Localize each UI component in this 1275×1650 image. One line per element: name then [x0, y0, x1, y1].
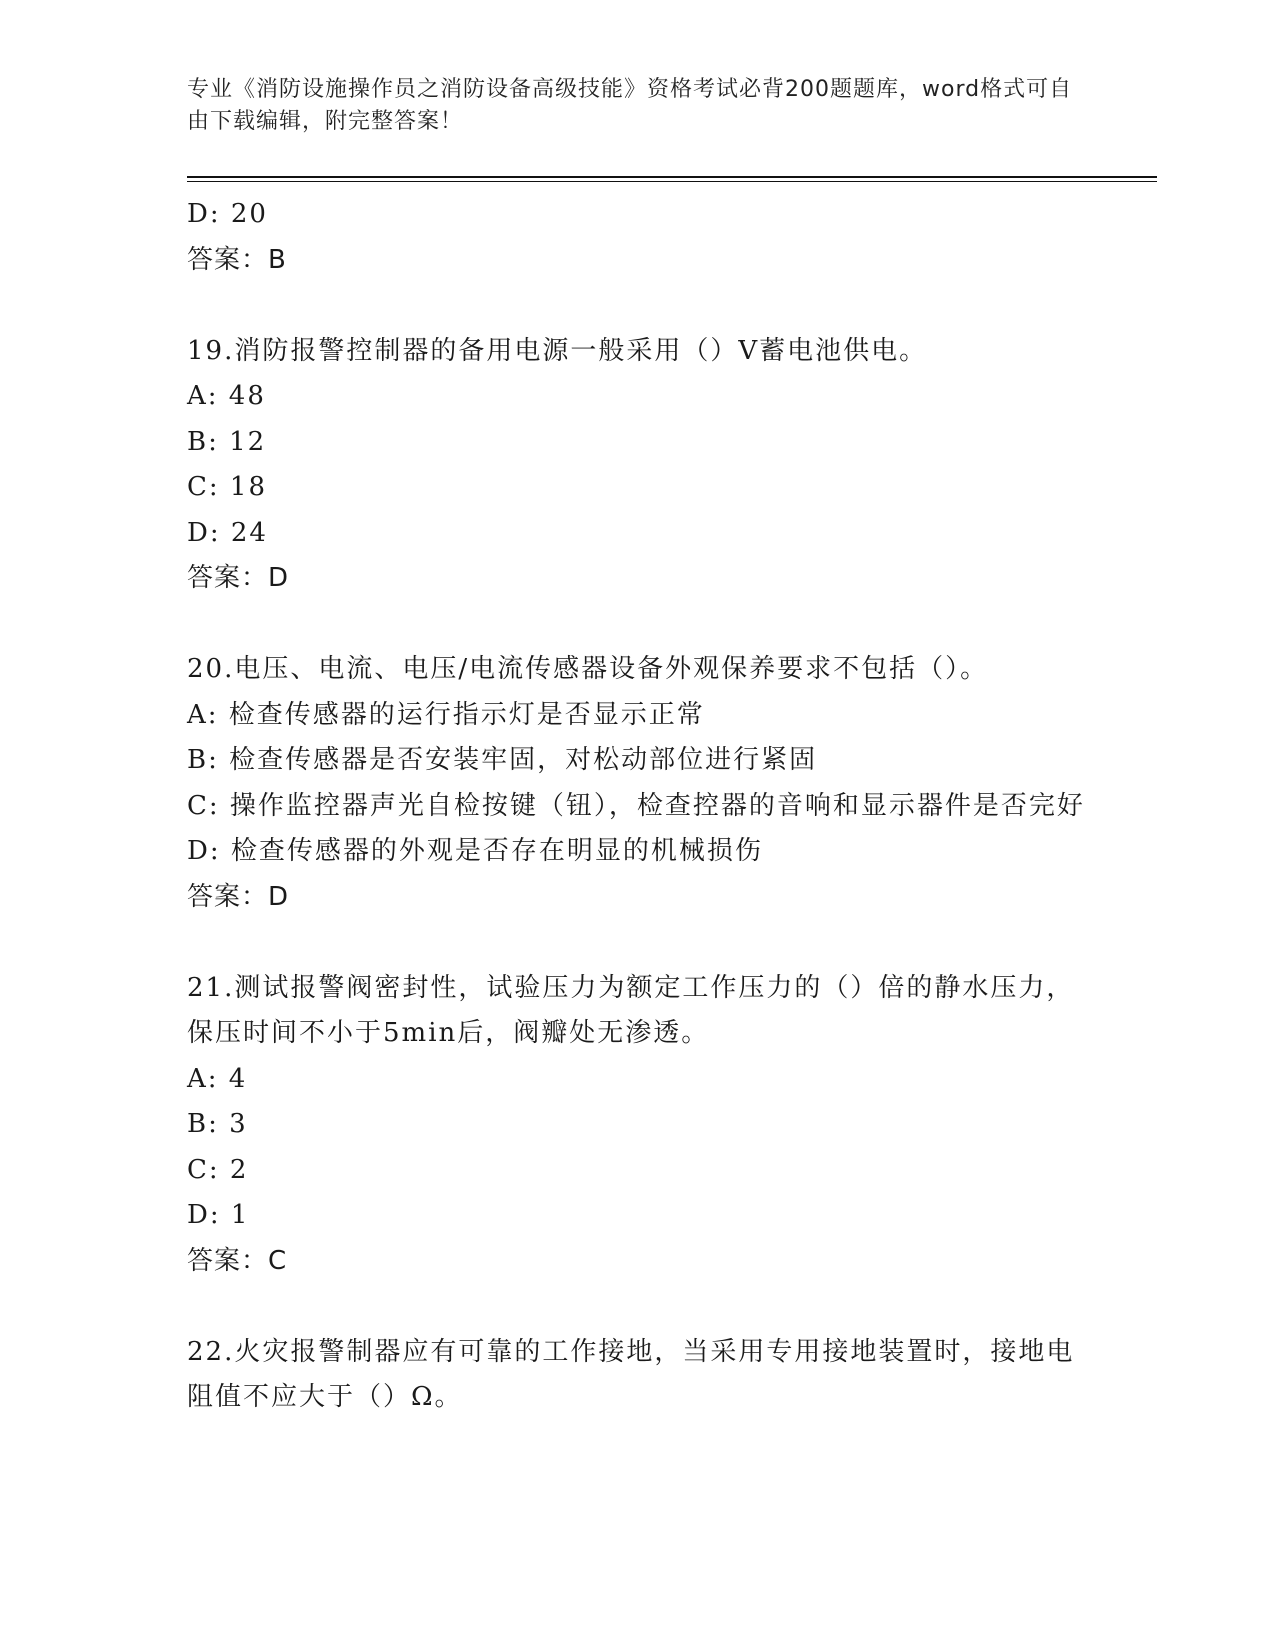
option-b: B: 检查传感器是否安装牢固，对松动部位进行紧固 [187, 745, 818, 775]
option-b: B: 3 [187, 1109, 248, 1139]
option-d: D: 检查传感器的外观是否存在明显的机械损伤 [187, 836, 763, 866]
option-c: C: 2 [187, 1154, 249, 1185]
option-a: A: 检查传感器的运行指示灯是否显示正常 [187, 699, 705, 730]
answer-label: 答案：B [187, 244, 287, 275]
question-stem: 22.火灾报警制器应有可靠的工作接地，当采用专用接地装置时，接地电阻值不应大于（）Ω。 [187, 1336, 1075, 1412]
answer-label: 答案：D [187, 563, 290, 593]
question-21 [187, 966, 1087, 1285]
option-a: A: 48 [187, 381, 266, 411]
option-d: D: 24 [187, 517, 268, 548]
previous-question-tail [187, 192, 1087, 283]
question-22 [187, 1330, 1087, 1421]
question-stem: 19.消防报警控制器的备用电源一般采用（）V蓄电池供电。 [187, 335, 928, 366]
answer-label: 答案：D [187, 881, 290, 912]
header-divider-thin [187, 181, 1157, 182]
option-d: D: 20 [187, 199, 268, 229]
question-19 [187, 329, 1087, 602]
header-divider-thick [187, 176, 1157, 178]
answer-label: 答案：C [187, 1245, 288, 1276]
question-20 [187, 647, 1087, 920]
question-list [187, 192, 1087, 1421]
option-b: B: 12 [187, 426, 267, 457]
option-a: A: 4 [187, 1063, 248, 1094]
question-stem: 21.测试报警阀密封性，试验压力为额定工作压力的（）倍的静水压力，保压时间不小于5min后，阀瓣处无渗透。 [187, 972, 1075, 1048]
option-c: C: 操作监控器声光自检按键（钮），检查控器的音响和显示器件是否完好 [187, 790, 1085, 821]
option-d: D: 1 [187, 1200, 250, 1230]
question-stem: 20.电压、电流、电压/电流传感器设备外观保养要求不包括（）。 [187, 654, 989, 684]
option-c: C: 18 [187, 472, 268, 502]
document-header: 专业《消防设施操作员之消防设备高级技能》资格考试必背200题题库，word格式可自由下载编辑，附完整答案！ [187, 77, 1073, 134]
